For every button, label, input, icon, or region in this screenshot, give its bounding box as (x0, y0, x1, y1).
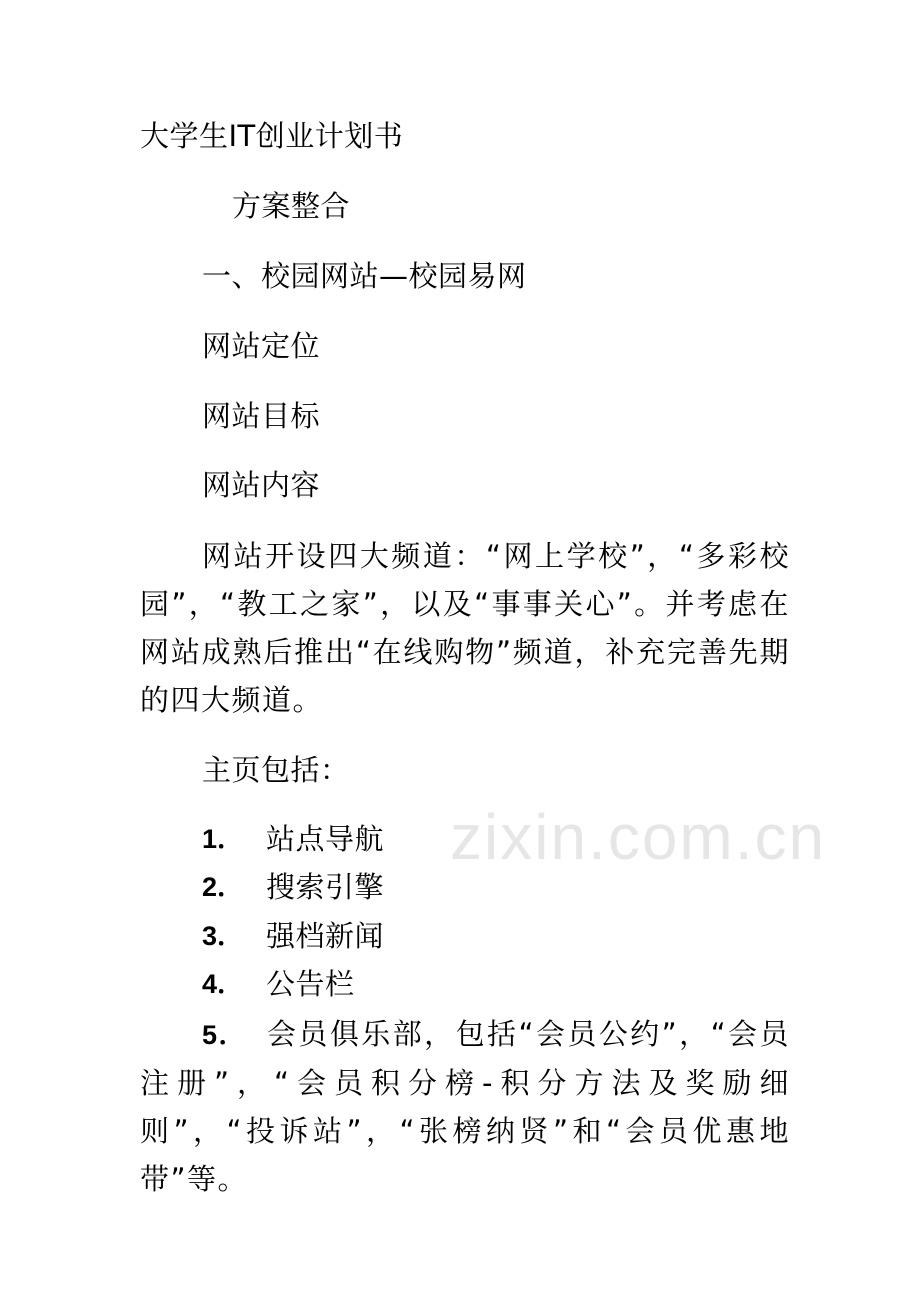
heading-site-goals: 网站目标 (202, 399, 321, 433)
homepage-label: 主页包括： (202, 753, 350, 787)
list-item-number: 5． (202, 1020, 248, 1050)
section-heading: 一、校园网站—校园易网 (202, 259, 527, 293)
document-title: 大学生IT创业计划书 (140, 119, 404, 153)
list-item-text: 公告栏 (266, 967, 355, 1001)
heading-site-content: 网站内容 (202, 468, 321, 502)
list-item-text: 搜索引擎 (266, 870, 385, 904)
document-subtitle: 方案整合 (232, 189, 351, 223)
list-item-text: 会员俱乐部，包括“会员公约”，“会员注册”，“会员积分榜-积分方法及奖励细则”，“投诉站”，“张榜纳贤”和“会员优惠地带”等。 (140, 1017, 790, 1196)
list-item-number: 2． (202, 872, 245, 902)
heading-site-positioning: 网站定位 (202, 329, 321, 363)
watermark: zixin.com.cn (450, 801, 827, 873)
list-item-text: 强档新闻 (266, 919, 385, 953)
list-item-text: 站点导航 (266, 822, 385, 856)
list-item-number: 4． (202, 969, 245, 999)
list-item-number: 3． (202, 921, 245, 951)
paragraph-channels: 网站开设四大频道：“网上学校”，“多彩校园”，“教工之家”，以及“事事关心”。并考虑在网站成熟后推出“在线购物”频道，补充完善先期的四大频道。 (140, 539, 790, 717)
list-item-number: 1． (202, 824, 245, 854)
list-item-5 (140, 1010, 790, 1203)
